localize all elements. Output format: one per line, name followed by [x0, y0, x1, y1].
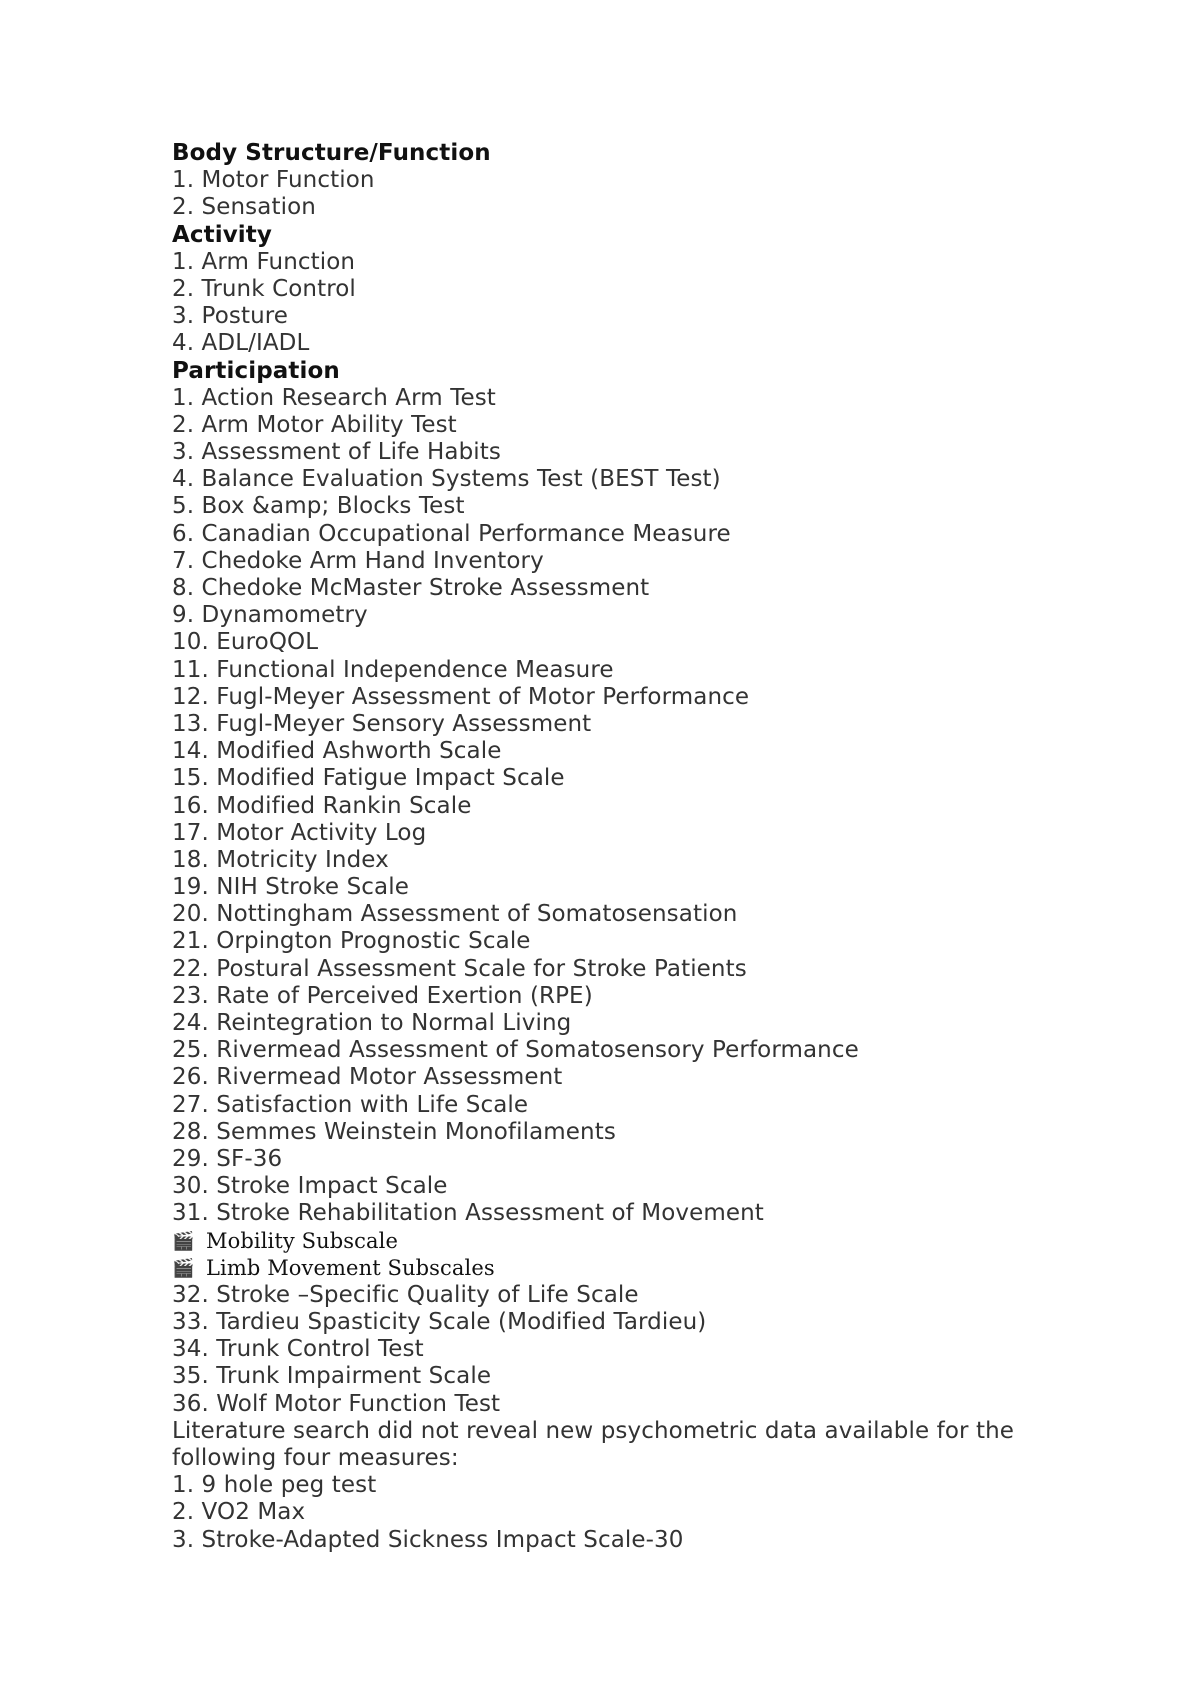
list-item: 32. Stroke –Specific Quality of Life Scale [172, 1281, 639, 1308]
list-item: 15. Modified Fatigue Impact Scale [172, 765, 565, 792]
list-item: 33. Tardieu Spasticity Scale (Modified Tardieu) [172, 1309, 707, 1336]
list-item: 3. Stroke-Adapted Sickness Impact Scale-30 [172, 1526, 684, 1553]
list-item: 3. Assessment of Life Habits [172, 439, 501, 466]
list-item: 11. Functional Independence Measure [172, 656, 614, 683]
list-item: 2. Trunk Control [172, 275, 356, 302]
list-item: 13. Fugl-Meyer Sensory Assessment [172, 710, 592, 737]
list-item: 21. Orpington Prognostic Scale [172, 928, 531, 955]
list-item: 25. Rivermead Assessment of Somatosensory Performance [172, 1037, 859, 1064]
list-item: 4. Balance Evaluation Systems Test (BEST Test) [172, 466, 721, 493]
list-item: 1. 9 hole peg test [172, 1472, 377, 1499]
list-item: 26. Rivermead Motor Assessment [172, 1064, 563, 1091]
sub-list-item [172, 1255, 1072, 1282]
clapperboard-icon: 🎬 [172, 1230, 195, 1252]
list-item: 17. Motor Activity Log [172, 819, 427, 846]
list-item: 14. Modified Ashworth Scale [172, 738, 502, 765]
list-item: 34. Trunk Control Test [172, 1336, 424, 1363]
list-item: 6. Canadian Occupational Performance Measure [172, 520, 731, 547]
list-item: 31. Stroke Rehabilitation Assessment of Movement [172, 1200, 764, 1227]
list-item: 7. Chedoke Arm Hand Inventory [172, 547, 544, 574]
section-heading-activity: Activity [172, 221, 272, 248]
list-item: 20. Nottingham Assessment of Somatosensation [172, 901, 738, 928]
list-item: 2. Arm Motor Ability Test [172, 411, 457, 438]
list-item: 27. Satisfaction with Life Scale [172, 1091, 529, 1118]
list-item: 35. Trunk Impairment Scale [172, 1363, 492, 1390]
list-item: 28. Semmes Weinstein Monofilaments [172, 1118, 616, 1145]
list-item: 1. Motor Function [172, 167, 375, 194]
list-item: 2. Sensation [172, 194, 316, 221]
list-item: 10. EuroQOL [172, 629, 319, 656]
list-item: 1. Action Research Arm Test [172, 384, 496, 411]
list-item: 3. Posture [172, 303, 289, 330]
list-item: 18. Motricity Index [172, 846, 389, 873]
list-item: 22. Postural Assessment Scale for Stroke Patients [172, 955, 747, 982]
section-heading-participation: Participation [172, 357, 340, 384]
list-item: 5. Box &amp; Blocks Test [172, 493, 465, 520]
sub-list-item [172, 1228, 1072, 1255]
list-item: 24. Reintegration to Normal Living [172, 1010, 572, 1036]
list-item: 9. Dynamometry [172, 602, 368, 629]
note-paragraph: Literature search did not reveal new psychometric data available for the following four measures: [172, 1417, 1015, 1472]
list-item: 4. ADL/IADL [172, 330, 310, 357]
list-item: 30. Stroke Impact Scale [172, 1173, 448, 1200]
list-item: 8. Chedoke McMaster Stroke Assessment [172, 575, 650, 601]
document-body [172, 140, 1072, 1554]
sub-list-item-label: Mobility Subscale [206, 1228, 398, 1253]
section-heading-body-structure: Body Structure/Function [172, 140, 491, 166]
list-item: 2. VO2 Max [172, 1499, 306, 1526]
list-item: 36. Wolf Motor Function Test [172, 1390, 501, 1417]
list-item: 16. Modified Rankin Scale [172, 792, 472, 819]
clapperboard-icon: 🎬 [172, 1257, 195, 1279]
sub-list-item-label: Limb Movement Subscales [206, 1255, 495, 1280]
list-item: 23. Rate of Perceived Exertion (RPE) [172, 982, 593, 1009]
list-item: 1. Arm Function [172, 248, 356, 275]
list-item: 12. Fugl-Meyer Assessment of Motor Performance [172, 683, 750, 710]
list-item: 29. SF-36 [172, 1145, 283, 1172]
list-item: 19. NIH Stroke Scale [172, 874, 409, 901]
